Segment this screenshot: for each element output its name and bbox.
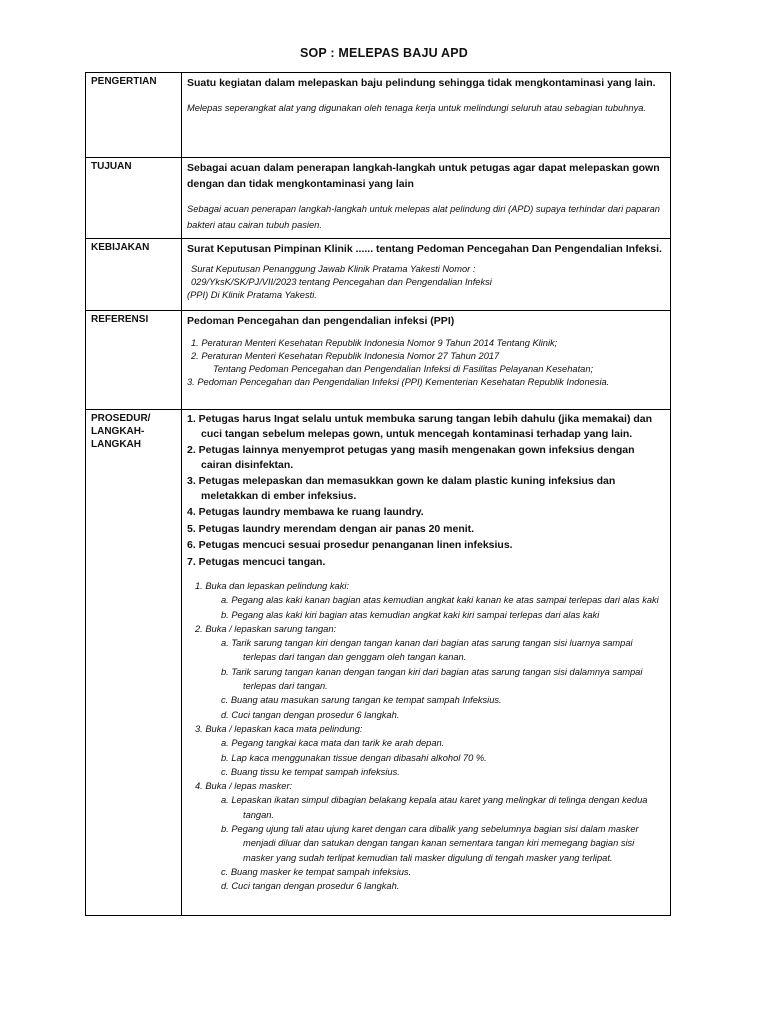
detail-points	[195, 636, 664, 722]
content-pengertian	[182, 73, 671, 158]
row-referensi	[86, 311, 671, 410]
prosedur-detail	[187, 579, 664, 894]
content-tujuan	[182, 158, 671, 239]
prosedur-steps	[187, 412, 664, 569]
referensi-main: Pedoman Pencegahan dan pengendalian infeksi (PPI)	[187, 315, 455, 327]
step-item: 3. Petugas melepaskan dan memasukkan gown ke dalam plastic kuning infeksius dan meletakkan di ember infeksius.	[187, 475, 616, 502]
detail-heading: 2. Buka / lepaskan sarung tangan:	[195, 623, 337, 634]
step-item: 4. Petugas laundry membawa ke ruang laundry.	[187, 506, 424, 518]
detail-point: a. Pegang tangkai kaca mata dan tarik ke arah depan.	[221, 738, 445, 749]
kebijakan-note-line: 029/YksK/SK/PJ/VII/2023 tentang Pencegahan dan Pengendalian Infeksi	[191, 277, 492, 287]
referensi-item: 2. Peraturan Menteri Kesehatan Republik Indonesia Nomor 27 Tahun 2017	[191, 351, 500, 361]
pengertian-note: Melepas seperangkat alat yang digunakan oleh tenaga kerja untuk melindungi seluruh atau sebagian tubuhnya.	[187, 103, 646, 113]
step-item: 6. Petugas mencuci sesuai prosedur penanganan linen infeksius.	[187, 539, 513, 551]
tujuan-note: Sebagai acuan penerapan langkah-langkah untuk melepas alat pelindung diri (APD) supaya terhindar dari paparan bakteri atau cairan tubuh pasien.	[187, 204, 660, 230]
row-tujuan	[86, 158, 671, 239]
detail-heading: 3. Buka / lepaskan kaca mata pelindung:	[195, 723, 363, 734]
row-prosedur	[86, 410, 671, 916]
kebijakan-note-line: (PPI) Di Klinik Pratama Yakesti.	[187, 290, 317, 300]
detail-point: c. Buang tissu ke tempat sampah infeksius.	[221, 766, 400, 777]
step-item: 2. Petugas lainnya menyemprot petugas yang masih mengenakan gown infeksius dengan cairan disinfektan.	[187, 444, 635, 471]
detail-point: b. Pegang ujung tali atau ujung karet dengan cara dibalik yang sebelumnya bagian sisi dalam masker menjadi diluar dan satukan dengan tangan kanan sementara tangan kiri memegang bagian sisi masker yang sudah terlipat kemudian tali masker digulung di tengah masker yang terlipat.	[221, 824, 639, 863]
detail-point: d. Cuci tangan dengan prosedur 6 langkah.	[221, 709, 400, 720]
detail-points	[195, 593, 664, 622]
referensi-item: Tentang Pedoman Pencegahan dan Pengendalian Infeksi di Fasilitas Pelayanan Kesehatan;	[213, 364, 594, 374]
label-prosedur-line: LANGKAH-	[91, 426, 145, 437]
sop-table	[85, 72, 671, 916]
detail-heading: 4. Buka / lepas masker:	[195, 781, 293, 792]
label-pengertian: PENGERTIAN	[86, 73, 182, 158]
content-prosedur	[182, 410, 671, 916]
pengertian-main: Suatu kegiatan dalam melepaskan baju pelindung sehingga tidak mengkontaminasi yang lain.	[187, 77, 656, 89]
detail-points	[195, 793, 664, 893]
detail-point: b. Pegang alas kaki kiri bagian atas kemudian angkat kaki kiri sampai terlepas dari alas kaki	[221, 609, 600, 620]
label-tujuan: TUJUAN	[86, 158, 182, 239]
detail-point: a. Pegang alas kaki kanan bagian atas kemudian angkat kaki kanan ke atas sampai terlepas dari alas kaki	[221, 595, 659, 606]
label-referensi: REFERENSI	[86, 311, 182, 410]
detail-point: c. Buang masker ke tempat sampah infeksius.	[221, 866, 412, 877]
detail-point: c. Buang atau masukan sarung tangan ke tempat sampah Infeksius.	[221, 695, 502, 706]
step-item: 5. Petugas laundry merendam dengan air panas 20 menit.	[187, 522, 475, 535]
referensi-list	[187, 337, 664, 389]
label-prosedur	[86, 410, 182, 916]
detail-point: d. Cuci tangan dengan prosedur 6 langkah.	[221, 881, 400, 892]
detail-point: a. Lepaskan ikatan simpul dibagian belakang kepala atau karet yang melingkar di telinga dengan kedua tangan.	[221, 795, 648, 820]
referensi-item: 3. Pedoman Pencegahan dan Pengendalian Infeksi (PPI) Kementerian Kesehatan Republik Indonesia.	[187, 377, 610, 387]
row-kebijakan	[86, 239, 671, 311]
detail-points	[195, 736, 664, 779]
content-referensi	[182, 311, 671, 410]
detail-point: a. Tarik sarung tangan kiri dengan tangan kanan dari bagian atas sarung tangan sisi luarnya sampai terlepas dari tangan dan genggam oleh tangan kanan.	[221, 638, 633, 663]
kebijakan-note-line: Surat Keputusan Penanggung Jawab Klinik Pratama Yakesti Nomor :	[191, 264, 476, 274]
detail-heading: 1. Buka dan lepaskan pelindung kaki:	[195, 581, 350, 591]
referensi-item: 1. Peraturan Menteri Kesehatan Republik Indonesia Nomor 9 Tahun 2014 Tentang Klinik;	[191, 338, 558, 348]
detail-point: b. Lap kaca menggunakan tissue dengan dibasahi alkohol 70 %.	[221, 752, 487, 763]
step-item: 7. Petugas mencuci tangan.	[187, 555, 326, 568]
page-title: SOP : MELEPAS BAJU APD	[299, 46, 469, 60]
label-prosedur-line: PROSEDUR/	[91, 413, 151, 424]
label-prosedur-line: LANGKAH	[91, 439, 141, 450]
detail-point: b. Tarik sarung tangan kanan dengan tangan kiri dari bagian atas sarung tangan sisi dalamnya sampai terlepas dari tangan.	[221, 666, 643, 692]
kebijakan-main: Surat Keputusan Pimpinan Klinik ...... tentang Pedoman Pencegahan Dan Pengendalian Infeksi.	[187, 243, 662, 255]
content-kebijakan	[182, 239, 671, 311]
row-pengertian	[86, 73, 671, 158]
step-item: 1. Petugas harus Ingat selalu untuk membuka sarung tangan lebih dahulu (jika memakai) dan cuci tangan sebelum melepas gown, untuk mencegah kontaminasi terhadap yang lain.	[187, 413, 653, 440]
tujuan-main: Sebagai acuan dalam penerapan langkah-langkah untuk petugas agar dapat melepaskan gown dengan dan tidak mengkontaminasi yang lain	[187, 162, 660, 190]
kebijakan-note	[187, 263, 664, 302]
label-kebijakan: KEBIJAKAN	[86, 239, 182, 311]
